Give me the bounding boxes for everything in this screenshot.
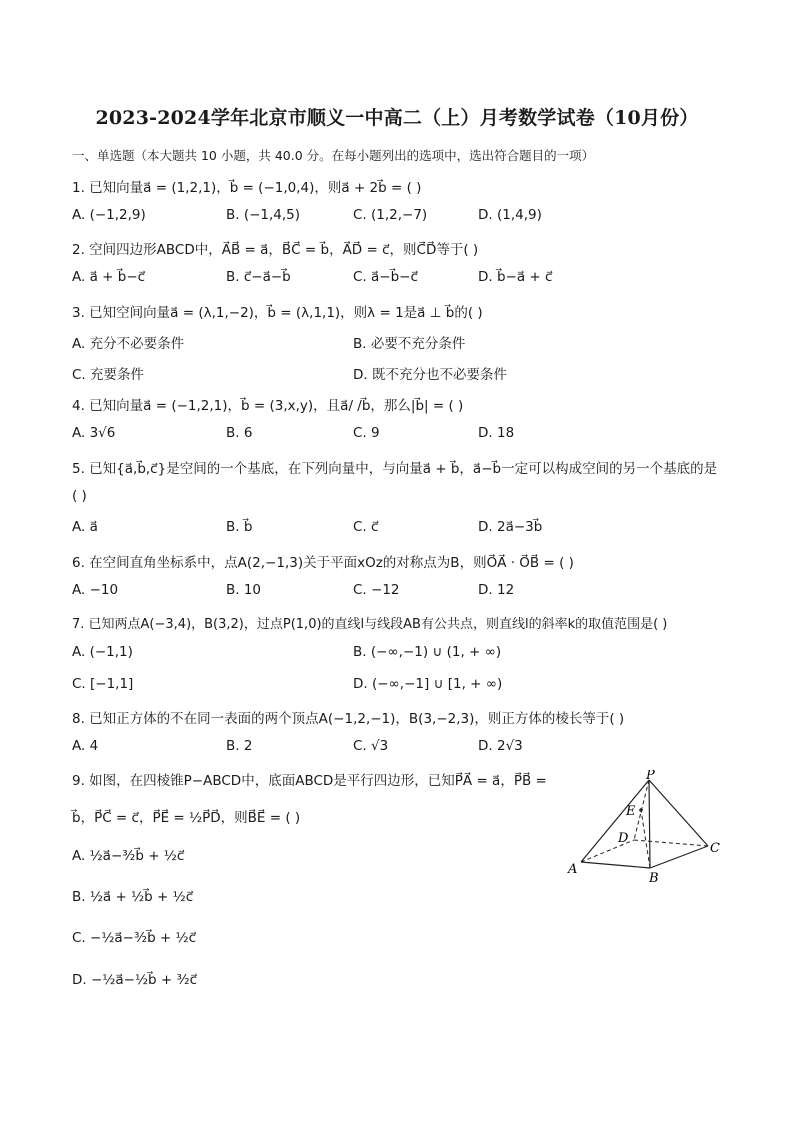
question-9-option-b: B. ½a⃗ + ½b⃗ + ½c⃗ — [72, 889, 194, 905]
question-6-stem: 6. 在空间直角坐标系中，点A(2,−1,3)关于平面xOz的对称点为B，则O⃗A⃗ · O⃗B⃗ = ( ) — [72, 555, 574, 571]
label-a: A — [568, 862, 578, 877]
question-2-option-c: C. a⃗−b⃗−c⃗ — [353, 269, 418, 285]
question-6-option-d: D. 12 — [478, 582, 515, 598]
question-6-option-a: A. −10 — [72, 582, 119, 598]
question-9-option-c: C. −½a⃗−³⁄₂b⃗ + ½c⃗ — [72, 930, 197, 946]
question-7-option-d: D. (−∞,−1] ∪ [1, + ∞) — [353, 676, 503, 692]
edge-pb — [649, 780, 650, 868]
question-6-option-b: B. 10 — [226, 582, 262, 598]
question-5-option-c: C. c⃗ — [353, 519, 379, 535]
point-e — [639, 808, 643, 812]
question-4-option-d: D. 18 — [478, 425, 515, 441]
question-8-option-d: D. 2√3 — [478, 738, 523, 754]
question-3-stem: 3. 已知空间向量a⃗ = (λ,1,−2)，b⃗ = (λ,1,1)，则λ = 1是a⃗ ⊥ b⃗的( ) — [72, 305, 483, 321]
question-5-option-b: B. b⃗ — [226, 519, 253, 535]
question-2-option-b: B. c⃗−a⃗−b⃗ — [226, 269, 291, 285]
question-4-stem: 4. 已知向量a⃗ = (−1,2,1)，b⃗ = (3,x,y)，且a⃗/ /b⃗，那么|b⃗| = ( ) — [72, 398, 464, 414]
question-4-option-b: B. 6 — [226, 425, 253, 441]
question-7-option-b: B. (−∞,−1) ∪ (1, + ∞) — [353, 644, 502, 660]
question-8-option-a: A. 4 — [72, 738, 99, 754]
question-3-option-d: D. 既不充分也不必要条件 — [353, 367, 507, 383]
edge-pc — [649, 780, 708, 846]
question-8-option-c: C. √3 — [353, 738, 389, 754]
question-5-option-d: D. 2a⃗−3b⃗ — [478, 519, 543, 535]
segment-be — [641, 810, 650, 868]
label-d: D — [618, 831, 629, 846]
label-c: C — [710, 841, 720, 856]
question-9-option-d: D. −½a⃗−½b⃗ + ³⁄₂c⃗ — [72, 972, 198, 988]
label-p: P — [646, 770, 655, 783]
question-1-option-c: C. (1,2,−7) — [353, 207, 428, 223]
question-4-option-c: C. 9 — [353, 425, 380, 441]
page-title: 2023-2024学年北京市顺义一中高二（上）月考数学试卷（10月份） — [95, 107, 699, 129]
question-1-option-a: A. (−1,2,9) — [72, 207, 146, 223]
question-9-stem-continued: b⃗，P⃗C⃗ = c⃗，P⃗E⃗ = ½P⃗D⃗，则B⃗E⃗ = ( ) — [72, 810, 301, 826]
question-5-option-a: A. a⃗ — [72, 519, 98, 535]
question-1-stem: 1. 已知向量a⃗ = (1,2,1)，b⃗ = (−1,0,4)，则a⃗ + 2b⃗ = ( ) — [72, 180, 422, 196]
question-7-option-c: C. [−1,1] — [72, 676, 134, 692]
question-3-option-a: A. 充分不必要条件 — [72, 336, 185, 352]
question-3-option-b: B. 必要不充分条件 — [353, 336, 466, 352]
question-2-option-a: A. a⃗ + b⃗−c⃗ — [72, 269, 146, 285]
edge-bc — [650, 846, 708, 868]
question-1-option-b: B. (−1,4,5) — [226, 207, 301, 223]
question-5-stem-continued: ( ) — [72, 488, 87, 504]
edge-dc — [634, 840, 708, 846]
question-9-stem: 9. 如图，在四棱锥P−ABCD中，底面ABCD是平行四边形，已知P⃗A⃗ = a⃗，P⃗B⃗ = — [72, 773, 547, 789]
question-7-stem: 7. 已知两点A(−3,4)，B(3,2)，过点P(1,0)的直线l与线段AB有公共点，则直线l的斜率k的取值范围是( ) — [72, 617, 668, 632]
question-7-option-a: A. (−1,1) — [72, 644, 133, 660]
question-3-option-c: C. 充要条件 — [72, 367, 145, 383]
question-4-option-a: A. 3√6 — [72, 425, 116, 441]
edge-ab — [581, 862, 650, 868]
question-2-stem: 2. 空间四边形ABCD中，A⃗B⃗ = a⃗，B⃗C⃗ = b⃗，A⃗D⃗ = c⃗，则C⃗D⃗等于( ) — [72, 242, 479, 258]
question-2-option-d: D. b⃗−a⃗ + c⃗ — [478, 269, 553, 285]
question-1-option-d: D. (1,4,9) — [478, 207, 542, 223]
label-e: E — [626, 804, 636, 819]
question-8-stem: 8. 已知正方体的不在同一表面的两个顶点A(−1,2,−1)，B(3,−2,3)，则正方体的棱长等于( ) — [72, 711, 625, 727]
label-b: B — [649, 871, 659, 885]
question-6-option-c: C. −12 — [353, 582, 400, 598]
section-heading: 一、单选题（本大题共 10 小题，共 40.0 分。在每小题列出的选项中，选出符合题目的一项） — [72, 148, 595, 163]
question-9-option-a: A. ½a⃗−³⁄₂b⃗ + ½c⃗ — [72, 848, 185, 864]
question-5-stem: 5. 已知{a⃗,b⃗,c⃗}是空间的一个基底，在下列向量中，与向量a⃗ + b⃗，a⃗−b⃗一定可以构成空间的另一个基底的是 — [72, 461, 718, 477]
pyramid-figure — [560, 770, 730, 885]
question-8-option-b: B. 2 — [226, 738, 253, 754]
